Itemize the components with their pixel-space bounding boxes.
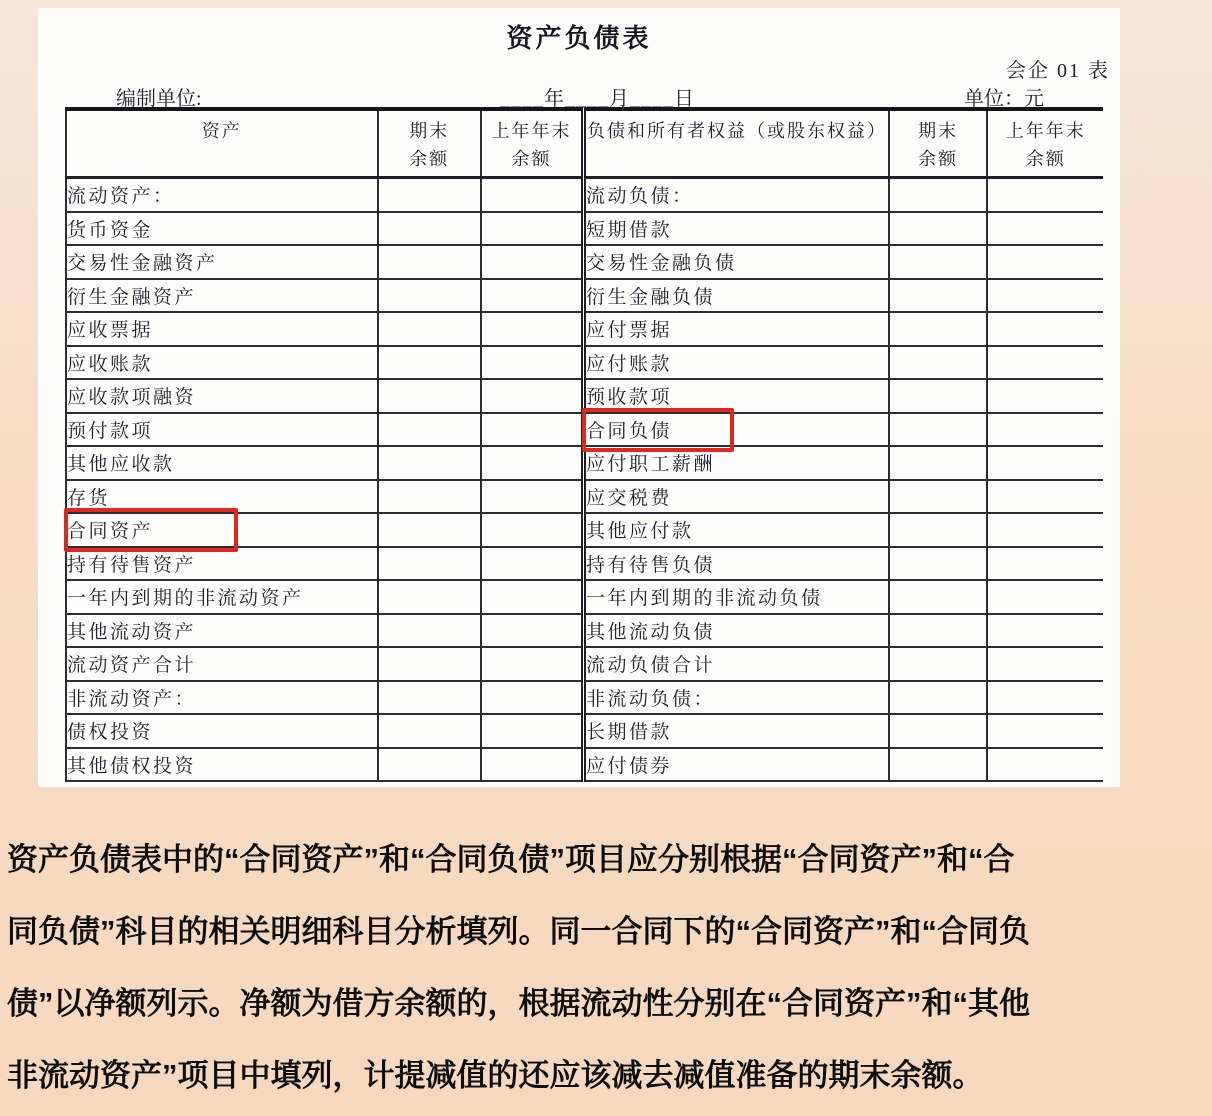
amount-cell	[889, 647, 987, 681]
amount-cell	[378, 245, 481, 279]
table-row	[66, 245, 1103, 279]
amount-cell	[987, 681, 1103, 715]
table-row	[66, 614, 1103, 648]
unit-label: 单位：元	[964, 88, 1044, 110]
liability-label-cell: 交易性金融负债	[583, 245, 888, 279]
amount-cell	[481, 681, 583, 715]
amount-cell	[378, 480, 481, 514]
asset-label-cell: 货币资金	[66, 212, 378, 246]
liability-label-cell: 一年内到期的非流动负债	[583, 580, 888, 614]
note-line: 非流动资产”项目中填列，计提减值的还应该减去减值准备的期末余额。	[7, 1057, 984, 1093]
amount-cell	[889, 312, 987, 346]
page-title: 资产负债表	[506, 24, 652, 53]
liability-label-cell: 短期借款	[583, 212, 888, 246]
amount-cell	[378, 446, 481, 480]
table-row	[66, 312, 1103, 346]
amount-cell	[889, 513, 987, 547]
table-row	[66, 413, 1103, 447]
asset-label-cell: 其他流动资产	[66, 614, 378, 648]
asset-label-cell: 衍生金融资产	[66, 279, 378, 313]
amount-cell	[889, 480, 987, 514]
amount-cell	[481, 413, 583, 447]
amount-cell	[889, 413, 987, 447]
table-row	[66, 346, 1103, 380]
amount-cell	[889, 346, 987, 380]
amount-cell	[378, 379, 481, 413]
amount-cell	[481, 279, 583, 313]
amount-cell	[378, 748, 481, 782]
note-line: 资产负债表中的“合同资产”和“合同负债”项目应分别根据“合同资产”和“合	[7, 841, 1015, 877]
col-header-liability-prior-year: 上年年末 余额	[987, 109, 1103, 178]
asset-subtotal-label-cell: 流动资产合计	[66, 647, 378, 681]
table-row	[66, 647, 1103, 681]
amount-cell	[481, 379, 583, 413]
prepared-by-label: 编制单位:	[116, 88, 202, 110]
table-row	[66, 547, 1103, 581]
amount-cell	[481, 580, 583, 614]
table-row	[66, 379, 1103, 413]
asset-label-cell: 持有待售资产	[66, 547, 378, 581]
asset-label-cell: 其他应收款	[66, 446, 378, 480]
amount-cell	[987, 346, 1103, 380]
amount-cell	[889, 547, 987, 581]
amount-cell	[378, 178, 481, 212]
meta-row	[38, 82, 1120, 108]
amount-cell	[889, 580, 987, 614]
amount-cell	[987, 379, 1103, 413]
asset-label-cell: 应收款项融资	[66, 379, 378, 413]
amount-cell	[987, 480, 1103, 514]
col-header-liability-period-end: 期末 余额	[889, 109, 987, 178]
col-header-asset-period-end: 期末 余额	[378, 109, 481, 178]
amount-cell	[889, 714, 987, 748]
amount-cell	[481, 614, 583, 648]
amount-cell	[481, 748, 583, 782]
amount-cell	[889, 212, 987, 246]
amount-cell	[378, 714, 481, 748]
amount-cell	[481, 346, 583, 380]
amount-cell	[481, 312, 583, 346]
amount-cell	[987, 413, 1103, 447]
amount-cell	[378, 681, 481, 715]
amount-cell	[378, 580, 481, 614]
col-header-assets: 资产	[66, 109, 378, 178]
amount-cell	[378, 614, 481, 648]
table-row	[66, 178, 1103, 212]
amount-cell	[378, 312, 481, 346]
amount-cell	[889, 379, 987, 413]
table-row	[66, 681, 1103, 715]
liability-subtotal-label-cell: 流动负债合计	[583, 647, 888, 681]
amount-cell	[889, 681, 987, 715]
explanatory-note	[7, 820, 1209, 1108]
amount-cell	[889, 748, 987, 782]
asset-label-cell-contract-asset: 合同资产	[66, 513, 378, 547]
asset-label-cell: 应收票据	[66, 312, 378, 346]
asset-label-cell: 应收账款	[66, 346, 378, 380]
asset-label-cell: 其他债权投资	[66, 748, 378, 782]
amount-cell	[987, 580, 1103, 614]
amount-cell	[481, 178, 583, 212]
table-row	[66, 714, 1103, 748]
liability-label-cell: 应交税费	[583, 480, 888, 514]
asset-label-cell: 一年内到期的非流动资产	[66, 580, 378, 614]
table-row	[66, 513, 1103, 547]
asset-label-cell: 存货	[66, 480, 378, 514]
amount-cell	[987, 547, 1103, 581]
amount-cell	[481, 245, 583, 279]
amount-cell	[889, 614, 987, 648]
amount-cell	[987, 714, 1103, 748]
liability-label-cell: 预收款项	[583, 379, 888, 413]
amount-cell	[378, 346, 481, 380]
liability-label-cell: 长期借款	[583, 714, 888, 748]
liability-label-cell: 流动负债：	[583, 178, 888, 212]
asset-label-cell: 流动资产：	[66, 178, 378, 212]
amount-cell	[987, 245, 1103, 279]
date-blanks: ____年____月____日	[500, 88, 695, 110]
amount-cell	[889, 446, 987, 480]
liability-label-cell: 应付票据	[583, 312, 888, 346]
amount-cell	[987, 614, 1103, 648]
amount-cell	[378, 547, 481, 581]
amount-cell	[987, 647, 1103, 681]
amount-cell	[987, 178, 1103, 212]
balance-sheet-table	[65, 107, 1103, 782]
amount-cell	[481, 547, 583, 581]
amount-cell	[481, 714, 583, 748]
asset-label-cell: 交易性金融资产	[66, 245, 378, 279]
col-header-liabilities-equity: 负债和所有者权益（或股东权益）	[583, 109, 888, 178]
balance-sheet-page	[38, 8, 1120, 787]
liability-label-cell: 非流动负债：	[583, 681, 888, 715]
table-row	[66, 212, 1103, 246]
table-row	[66, 446, 1103, 480]
amount-cell	[987, 513, 1103, 547]
amount-cell	[378, 212, 481, 246]
liability-label-cell: 衍生金融负债	[583, 279, 888, 313]
amount-cell	[481, 212, 583, 246]
liability-label-cell: 其他流动负债	[583, 614, 888, 648]
col-header-asset-prior-year: 上年年末 余额	[481, 109, 583, 178]
liability-label-cell: 应付债券	[583, 748, 888, 782]
liability-label-cell: 应付账款	[583, 346, 888, 380]
amount-cell	[889, 178, 987, 212]
liability-label-cell: 持有待售负债	[583, 547, 888, 581]
asset-label-cell: 非流动资产：	[66, 681, 378, 715]
amount-cell	[889, 279, 987, 313]
amount-cell	[378, 279, 481, 313]
form-code: 会企 01 表	[1006, 60, 1110, 82]
amount-cell	[378, 513, 481, 547]
amount-cell	[889, 245, 987, 279]
amount-cell	[378, 647, 481, 681]
liability-label-cell: 其他应付款	[583, 513, 888, 547]
amount-cell	[987, 212, 1103, 246]
table-row	[66, 748, 1103, 782]
asset-label-cell: 债权投资	[66, 714, 378, 748]
liability-label-cell-contract-liability: 合同负债	[583, 413, 888, 447]
amount-cell	[481, 647, 583, 681]
liability-label-cell: 应付职工薪酬	[583, 446, 888, 480]
table-row	[66, 279, 1103, 313]
amount-cell	[481, 446, 583, 480]
amount-cell	[481, 513, 583, 547]
note-line: 债”以净额列示。净额为借方余额的，根据流动性分别在“合同资产”和“其他	[7, 985, 1030, 1021]
amount-cell	[987, 446, 1103, 480]
amount-cell	[987, 748, 1103, 782]
table-row	[66, 580, 1103, 614]
amount-cell	[481, 480, 583, 514]
amount-cell	[987, 279, 1103, 313]
header-row	[66, 109, 1103, 178]
amount-cell	[987, 312, 1103, 346]
table-row	[66, 480, 1103, 514]
note-line: 同负债”科目的相关明细科目分析填列。同一合同下的“合同资产”和“合同负	[7, 913, 1030, 949]
amount-cell	[378, 413, 481, 447]
asset-label-cell: 预付款项	[66, 413, 378, 447]
